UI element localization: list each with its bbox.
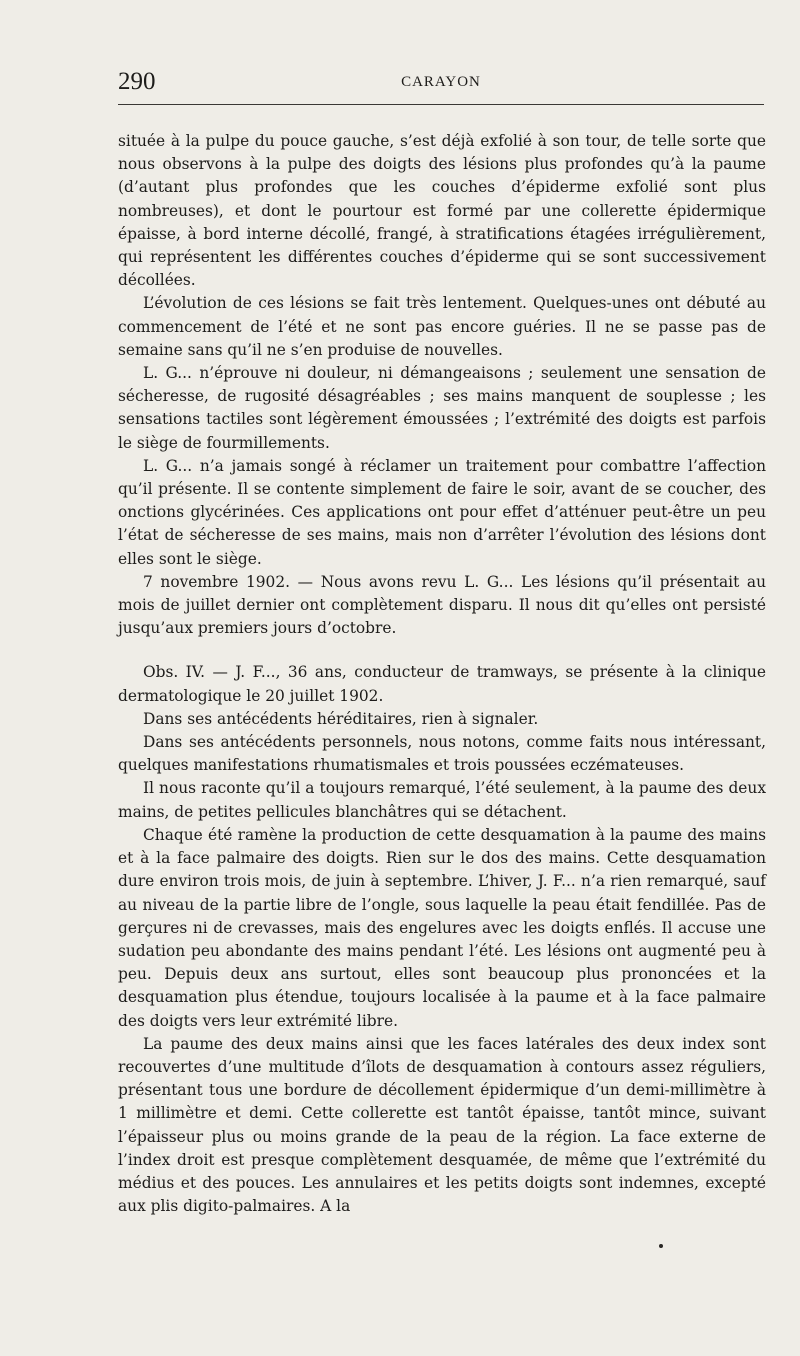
ink-speck xyxy=(659,1244,663,1248)
paragraph: L. G... n’a jamais songé à réclamer un traitement pour combattre l’affection qu’il présente. Il se contente simplement de faire le soir, avant de se coucher, des onctions glycérinées. Ces applications ont pour effet d’atténuer peut-être un peu l’état de sécheresse de ses mains, mais non d’arrêter l’évolution des lésions dont elles sont le siège. xyxy=(118,456,766,568)
paragraph: Dans ses antécédents héréditaires, rien à signaler. xyxy=(143,709,539,728)
observation-heading-paragraph: Obs. IV. — J. F..., 36 ans, conducteur de tramways, se présente à la clinique dermatologique le 20 juillet 1902. xyxy=(118,663,766,705)
running-head: CARAYON xyxy=(401,74,481,90)
paragraph: La paume des deux mains ainsi que les faces latérales des deux index sont recouvertes d’une multitude d’îlots de desquamation à contours assez réguliers, présentant tous une bordure de décollement épidermique d’un demi-millimètre à 1 millimètre et demi. Cette collerette est tantôt épaisse, tantôt mince, suivant l’épaisseur plus ou moins grande de la peau de la région. La face externe de l’index droit est presque complètement desquamée, de même que l’extrémité du médius et des pouces. Les annulaires et les petits doigts sont indemnes, excepté aux plis digito-palmaires. A la xyxy=(118,1034,766,1216)
header-rule xyxy=(118,104,764,105)
paragraph: 7 novembre 1902. — Nous avons revu L. G... Les lésions qu’il présentait au mois de juillet dernier ont complètement disparu. Il nous dit qu’elles ont persisté jusqu’aux premiers jours d’octobre. xyxy=(118,572,766,638)
paragraph: L’évolution de ces lésions se fait très lentement. Quelques-unes ont débuté au commencement de l’été et ne sont pas encore guéries. Il ne se passe pas de semaine sans qu’il ne s’en produise de nouvelles. xyxy=(118,294,766,359)
paragraph: située à la pulpe du pouce gauche, s’est déjà exfolié à son tour, de telle sorte que nous observons à la pulpe des doigts des lésions plus profondes qu’à la paume (d’autant plus profondes que les couches d’épiderme exfolié sont plus nombreuses), et dont le pourtour est formé par une collerette épidermique épaisse, à bord interne décollé, frangé, à stratifications étagées irrégulièrement, qui représentent les différentes couches d’épiderme qui se sont successivement décollées. xyxy=(118,132,766,290)
page-number: 290 xyxy=(118,68,156,95)
body-text xyxy=(118,130,766,1218)
paragraph: Il nous raconte qu’il a toujours remarqué, l’été seulement, à la paume des deux mains, de petites pellicules blanchâtres qui se détachent. xyxy=(118,779,766,821)
paragraph: Chaque été ramène la production de cette desquamation à la paume des mains et à la face palmaire des doigts. Rien sur le dos des mains. Cette desquamation dure environ trois mois, de juin à septembre. L’hiver, J. F... n’a rien remarqué, sauf au niveau de la partie libre de l’ongle, sous laquelle la peau était fendillée. Pas de gerçures ni de crevasses, mais des engelures avec les doigts enflés. Il accuse une sudation peu abondante des mains pendant l’été. Les lésions ont augmenté peu à peu. Depuis deux ans surtout, elles sont beaucoup plus prononcées et la desquamation plus étendue, toujours localisée à la paume et à la face palmaire des doigts vers leur extrémité libre. xyxy=(118,825,766,1030)
page-header xyxy=(118,66,764,102)
paragraph: L. G... n’éprouve ni douleur, ni démangeaisons ; seulement une sensation de sécheresse, de rugosité désagréables ; ses mains manquent de souplesse ; les sensations tactiles sont légèrement émoussées ; l’extrémité des doigts est parfois le siège de fourmillements. xyxy=(118,364,766,452)
paragraph: Dans ses antécédents personnels, nous notons, comme faits nous intéressant, quelques manifestations rhumatismales et trois poussées eczémateuses. xyxy=(118,733,766,775)
